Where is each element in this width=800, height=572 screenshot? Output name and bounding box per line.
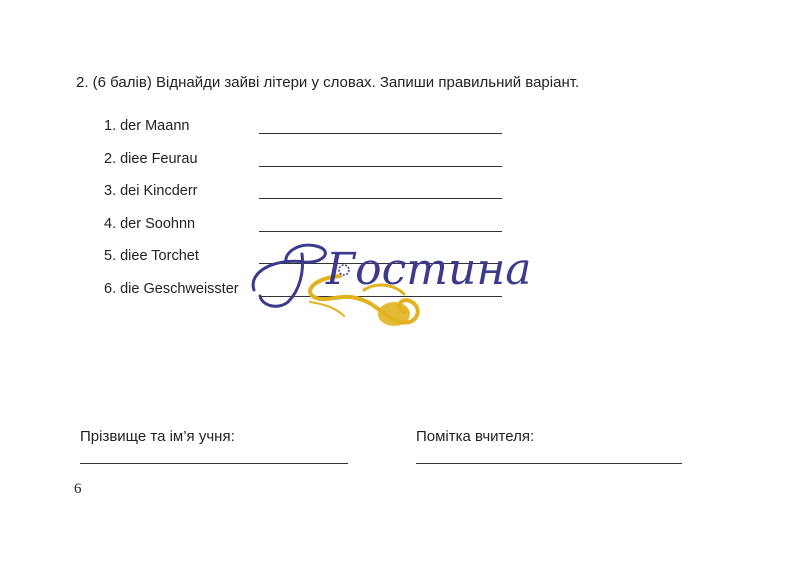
teacher-mark-line[interactable] (416, 463, 682, 464)
task-heading: 2. (6 балів) Віднайди зайві літери у словах. Запиши правильний варіант. (76, 74, 580, 91)
student-name-line[interactable] (80, 463, 348, 464)
answer-line[interactable] (259, 198, 502, 199)
word-text: 2. diee Feurau (104, 150, 198, 167)
page-number: 6 (74, 481, 82, 497)
word-item-2 (104, 149, 524, 182)
watermark-text: Гостина (326, 244, 532, 295)
teacher-mark-label: Помітка вчителя: (416, 428, 535, 445)
answer-line[interactable] (259, 133, 502, 134)
student-name-label: Прізвище та ім’я учня: (80, 428, 235, 445)
word-text: 3. dei Kincderr (104, 183, 198, 199)
watermark-logo (244, 232, 556, 336)
word-text: 6. die Geschweisster (104, 280, 239, 297)
word-item-3 (104, 181, 524, 214)
word-text: 4. der Soohnn (104, 215, 196, 232)
answer-line[interactable] (259, 166, 502, 167)
word-item-1 (104, 116, 524, 149)
word-text: 5. diee Torchet (104, 248, 199, 264)
word-text: 1. der Maann (104, 118, 190, 134)
